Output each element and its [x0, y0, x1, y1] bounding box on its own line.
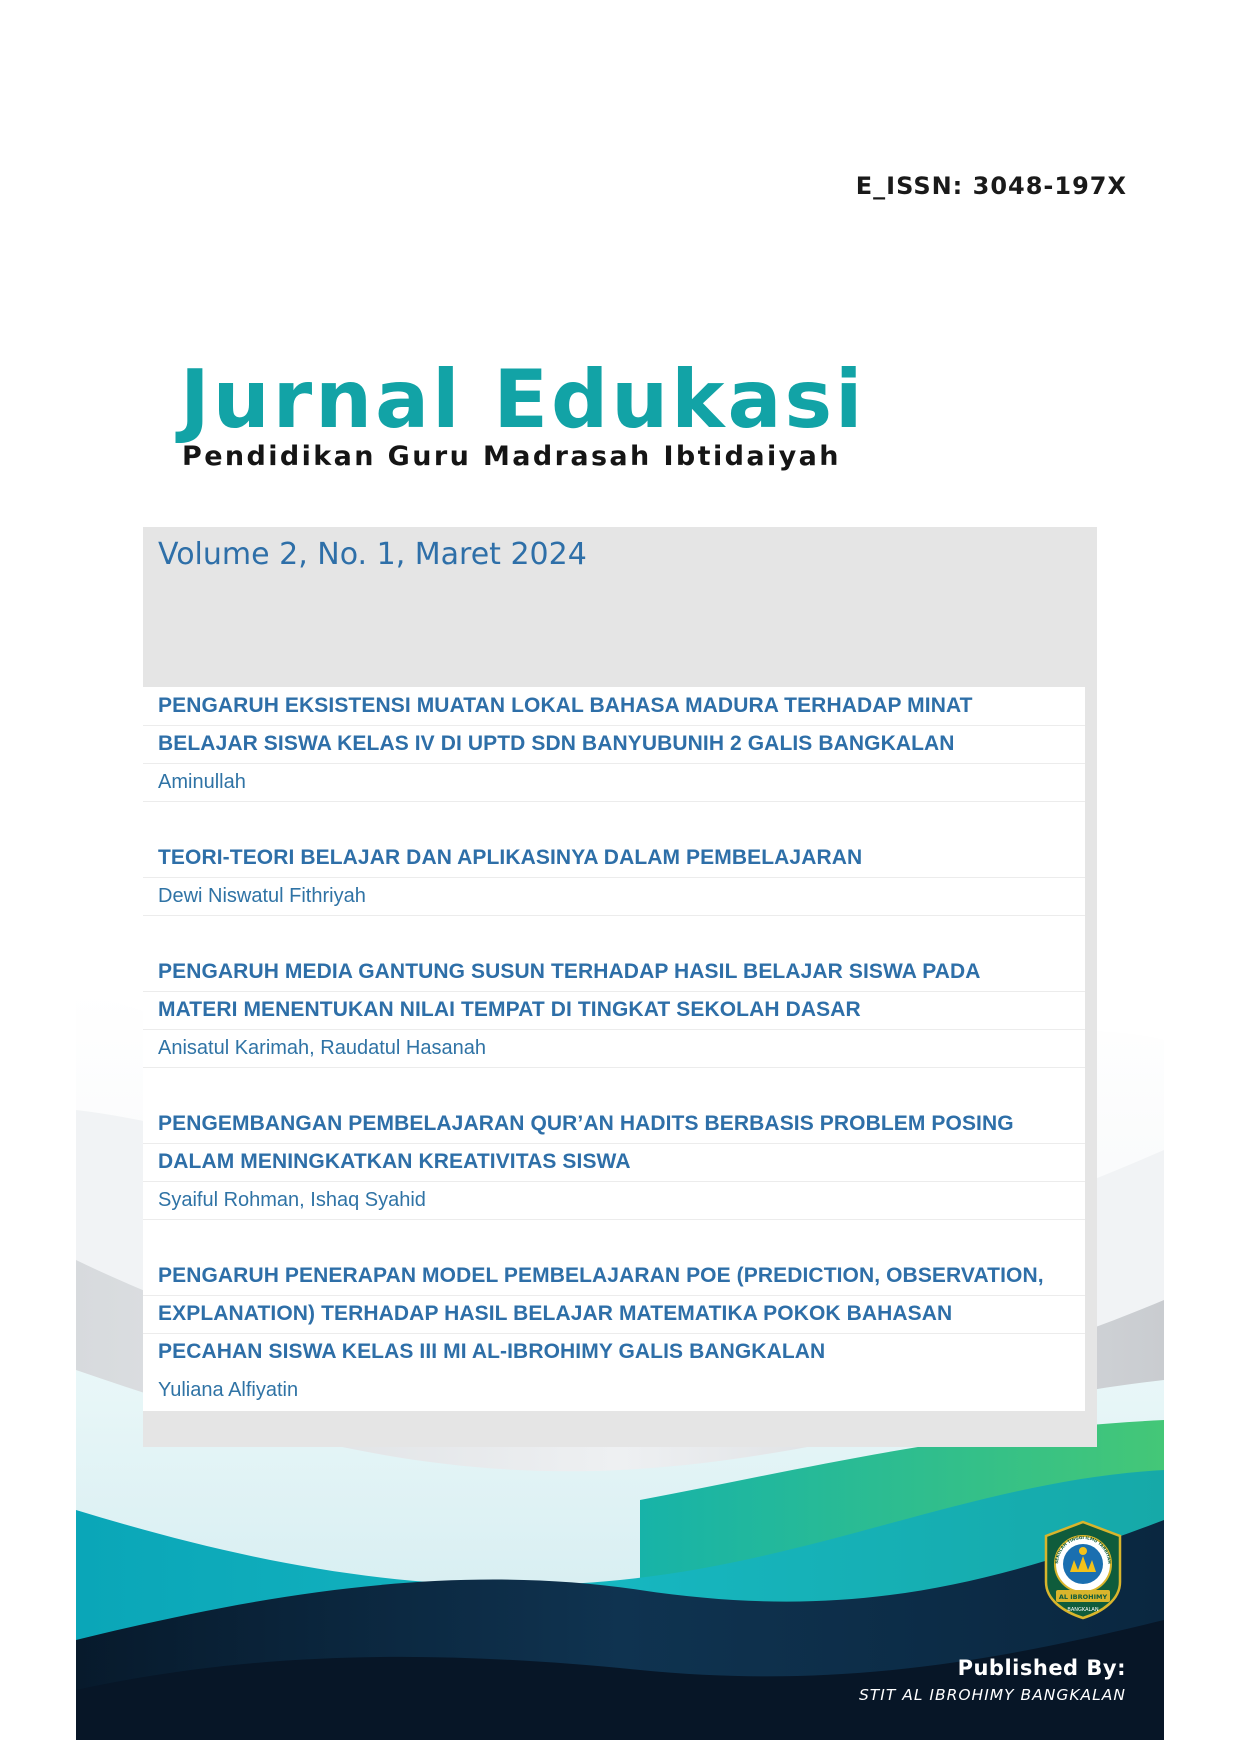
divider: [143, 1333, 1085, 1334]
journal-title: Jurnal Edukasi: [180, 353, 866, 446]
article-title-line: DALAM MENINGKATKAN KREATIVITAS SISWA: [158, 1150, 631, 1173]
divider: [143, 991, 1085, 992]
divider: [143, 1067, 1085, 1068]
article-authors: Yuliana Alfiyatin: [158, 1379, 299, 1401]
divider: [143, 1219, 1085, 1220]
article-title-line: PENGARUH MEDIA GANTUNG SUSUN TERHADAP HASIL BELAJAR SISWA PADA: [158, 960, 981, 983]
divider: [143, 915, 1085, 916]
article-authors: Syaiful Rohman, Ishaq Syahid: [158, 1189, 426, 1211]
article-title-line: PENGARUH PENERAPAN MODEL PEMBELAJARAN POE (PREDICTION, OBSERVATION,: [158, 1264, 1044, 1287]
institution-seal-icon: [1040, 1520, 1126, 1620]
logo-bottom-text: BANGKALAN: [1067, 1607, 1099, 1613]
article-authors: Anisatul Karimah, Raudatul Hasanah: [158, 1037, 486, 1059]
divider: [143, 877, 1085, 878]
article-title-line: EXPLANATION) TERHADAP HASIL BELAJAR MATEMATIKA POKOK BAHASAN: [158, 1302, 953, 1325]
issue-volume: Volume 2, No. 1, Maret 2024: [158, 537, 587, 572]
publisher-name: STIT AL IBROHIMY BANGKALAN: [858, 1686, 1126, 1704]
published-by-label: Published By:: [957, 1656, 1126, 1680]
divider: [143, 1143, 1085, 1144]
logo-banner-text: AL IBROHIMY: [1058, 1593, 1108, 1601]
article-entry[interactable]: [158, 1105, 1078, 1219]
journal-subtitle: Pendidikan Guru Madrasah Ibtidaiyah: [182, 441, 841, 472]
article-title-line: BELAJAR SISWA KELAS IV DI UPTD SDN BANYUBUNIH 2 GALIS BANGKALAN: [158, 732, 955, 755]
logo-ring-text: SEKOLAH TINGGI ILMU TARBIYAH: [1053, 1534, 1113, 1565]
table-of-contents-panel: [143, 527, 1097, 1447]
divider: [143, 1029, 1085, 1030]
articles-list: [143, 687, 1085, 1411]
divider: [143, 725, 1085, 726]
article-authors: Dewi Niswatul Fithriyah: [158, 885, 366, 907]
divider: [143, 1295, 1085, 1296]
article-title-line: TEORI-TEORI BELAJAR DAN APLIKASINYA DALAM PEMBELAJARAN: [158, 846, 863, 869]
article-title-line: MATERI MENENTUKAN NILAI TEMPAT DI TINGKAT SEKOLAH DASAR: [158, 998, 861, 1021]
divider: [143, 801, 1085, 802]
divider: [143, 1181, 1085, 1182]
issn-number: E_ISSN: 3048-197X: [855, 172, 1127, 200]
article-entry[interactable]: [158, 687, 1078, 801]
article-title-line: PECAHAN SISWA KELAS III MI AL-IBROHIMY GALIS BANGKALAN: [158, 1340, 826, 1363]
article-title-line: PENGEMBANGAN PEMBELAJARAN QUR’AN HADITS BERBASIS PROBLEM POSING: [158, 1112, 1014, 1135]
article-authors: Aminullah: [158, 771, 246, 793]
divider: [143, 763, 1085, 764]
article-title-line: PENGARUH EKSISTENSI MUATAN LOKAL BAHASA MADURA TERHADAP MINAT: [158, 694, 973, 717]
article-entry[interactable]: [158, 953, 1078, 1067]
